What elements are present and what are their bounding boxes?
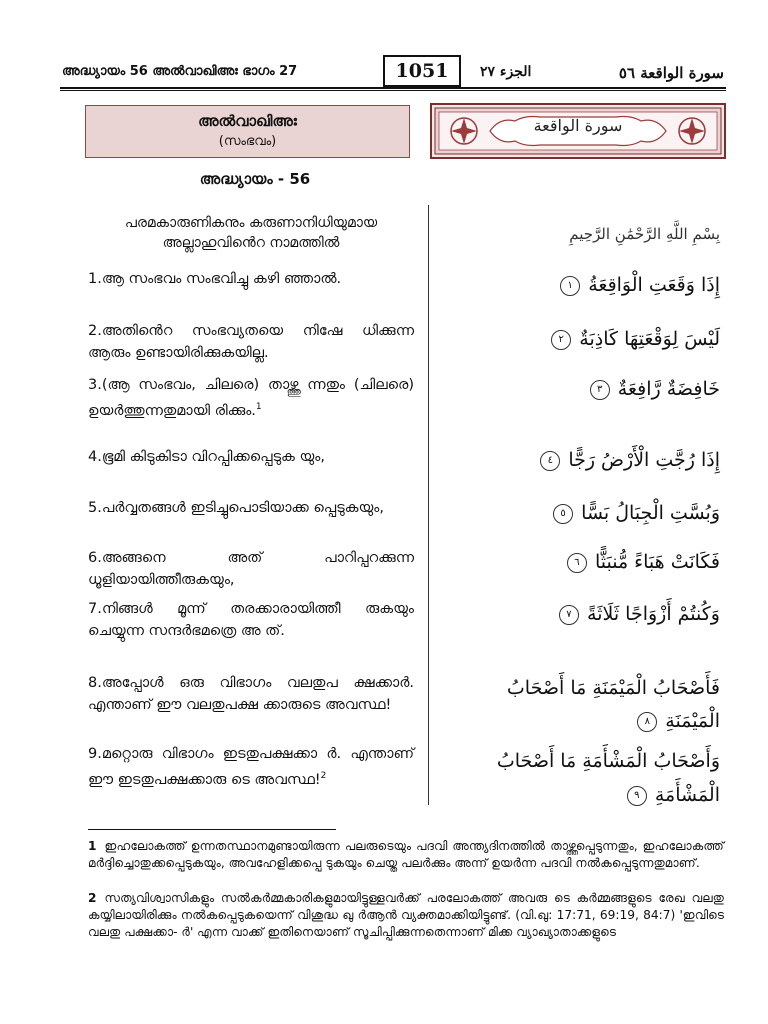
arabic-verse-8-cont (440, 710, 720, 732)
verse-6: 6.അങ്ങനെ അത് പാറിപ്പറക്കുന്ന ധൂളിയായിത്തീരുകയും, (88, 550, 414, 588)
footnote-1-text: ഇഹലോകത്ത് ഉന്നതസ്ഥാനമുണ്ടായിരുന്ന പലരുടെയും പദവി അന്ത്യദിനത്തിൽ താഴ്ത്തപ്പെടുന്നതും, ഇഹലോകത്ത് മർദ്ദിച്ചൊതുക്കപ്പെടുകയും, അവഹേളിക്കപ്പെ ടുകയും ചെയ്ത പലർക്കും അന്ന് ഉയർന്ന പദവി നൽകപ്പെടുന്നതുമാണ്. (88, 839, 724, 870)
arabic-verse-3 (440, 378, 720, 400)
ayah-number-4: ٤ (540, 451, 560, 471)
footnote-1-number: 1 (88, 839, 97, 853)
arabic-verse-9-cont (440, 784, 720, 806)
footnote-2-number: 2 (88, 891, 97, 905)
arabic-verse-5 (440, 502, 720, 524)
basmala-malayalam: പരമകാരുണികനും കരുണാനിധിയുമായ അല്ലാഹുവിൻെറ നാമത്തിൽ (124, 215, 378, 251)
arabic-verse-4 (440, 449, 720, 471)
arabic-verse-8: فَأَصْحَابُ الْمَيْمَنَةِ مَا أَصْحَابُ (506, 677, 720, 699)
arabic-verse-5-text: وَبُسَّتِ الْجِبَالُ بَسًّا (581, 502, 720, 524)
verse-2: 2.അതിൻെറ സംഭവ്യതയെ നിഷേ ധിക്കുന്ന ആരും ഉണ്ടായിരിക്കുകയില്ല. (88, 323, 414, 361)
arabic-verse-2-text: لَيْسَ لِوَقْعَتِهَا كَاذِبَةٌ (579, 328, 720, 350)
page-number: 1051 (383, 55, 461, 87)
verse-3 (88, 374, 414, 422)
verse-9 (88, 743, 414, 791)
arabic-verse-6-text: فَكَانَتْ هَبَاءً مُّنبَثًّا (594, 551, 720, 573)
arabic-verse-1-text: إِذَا وَقَعَتِ الْوَاقِعَةُ (588, 274, 720, 296)
verse-1: 1.ആ സംഭവം സംഭവിച്ചു കഴി ഞ്ഞാൽ. (88, 271, 342, 287)
arabic-verse-9-cont-text: الْمَشْأَمَةِ (654, 784, 720, 806)
column-divider (428, 205, 429, 805)
header-chapter-info: അദ്ധ്യായം 56 അൽവാഖിഅഃ ഭാഗം 27 (62, 64, 298, 79)
ayah-number-8: ٨ (637, 712, 657, 732)
ayah-number-1: ١ (560, 276, 580, 296)
sura-title-box (85, 105, 410, 158)
header-sura-arabic: سورة الواقعة ٥٦ (618, 64, 724, 82)
ayah-number-6: ٦ (567, 553, 587, 573)
verse-9-text: 9.മറ്റൊരു വിഭാഗം ഇടതുപക്ഷക്കാ ർ. എന്താണ് ഈ ഇടതുപക്ഷക്കാരു ടെ അവസ്ഥ! (88, 746, 414, 788)
footnote-ref-2[interactable]: 2 (320, 771, 327, 781)
arabic-verse-6 (440, 551, 720, 573)
verse-8: 8.അപ്പോൾ ഒരു വിഭാഗം വലതുപ ക്ഷക്കാർ. എന്താണ് ഈ വലതുപക്ഷ ക്കാരുടെ അവസ്ഥ! (88, 675, 414, 713)
ayah-number-5: ٥ (553, 504, 573, 524)
arabic-verse-3-text: خَافِضَةٌ رَّافِعَةٌ (617, 378, 720, 400)
footnote-2 (88, 890, 724, 941)
footnote-2-text: സത്യവിശ്വാസികളും സൽകർമ്മകാരികളുമായിട്ടുള്ളവർക്ക് പരലോകത്ത് അവരു ടെ കർമ്മങ്ങളുടെ രേഖ വലതു കയ്യിലായിരിക്കും നൽകപ്പെടുകയെന്ന് വിശുദ്ധ ഖു ർആൻ വ്യക്തമാക്കിയിട്ടുണ്ട്. (വി.ഖു: 17:71, 69:19, 84:7) 'ഇവിടെ വലതു പക്ഷക്കാ- ർ' എന്ന വാക്ക് ഇതിനെയാണ് സൂചിപ്പിക്കുന്നതെന്നാണ് മിക്ക വ്യാഖ്യാതാക്കളുടെ (88, 891, 724, 939)
verse-5: 5.പർവ്വതങ്ങൾ ഇടിച്ചുപൊടിയാക്ക പ്പെടുകയും, (88, 500, 384, 516)
sura-ornament-banner (430, 103, 726, 159)
verse-4: 4.ഭൂമി കിടുകിടാ വിറപ്പിക്കപ്പെടുക യും, (88, 449, 325, 465)
ayah-number-7: ٧ (559, 605, 579, 625)
chapter-heading: അദ്ധ്യായം - 56 (199, 170, 311, 188)
arabic-verse-7-text: وَكُنتُمْ أَزْوَاجًا ثَلَاثَةً (587, 603, 720, 625)
arabic-verse-9: وَأَصْحَابُ الْمَشْأَمَةِ مَا أَصْحَابُ (496, 750, 720, 772)
footnote-1 (88, 838, 724, 872)
ayah-number-9: ٩ (627, 786, 647, 806)
verse-3-text: 3.(ആ സംഭവം, ചിലരെ) താഴ്ത്തു ന്നതും (ചിലരെ) ഉയർത്തുന്നതുമായി രിക്കും. (88, 377, 414, 419)
footnote-ref-1[interactable]: 1 (255, 402, 262, 412)
sura-title: അൽവാഖിഅഃ (198, 112, 297, 130)
header-rule-thin (60, 90, 726, 91)
verse-7: 7.നിങ്ങൾ മൂന്ന് തരക്കാരായിത്തീ രുകയും ചെയ്യുന്ന സന്ദർഭമത്രെ അ ത്. (88, 601, 414, 639)
footnote-rule (88, 829, 336, 830)
arabic-verse-4-text: إِذَا رُجَّتِ الْأَرْضُ رَجًّا (568, 449, 720, 471)
arabic-verse-2 (440, 328, 720, 350)
ornament-sura-name: سورة الواقعة (533, 116, 623, 135)
sura-subtitle: (സംഭവം) (218, 134, 277, 149)
ayah-number-3: ٣ (590, 380, 610, 400)
basmala-arabic: بِسْمِ اللَّهِ الرَّحْمَٰنِ الرَّحِيمِ (569, 225, 720, 243)
arabic-verse-8-cont-text: الْمَيْمَنَةِ (665, 710, 720, 732)
arabic-verse-7 (440, 603, 720, 625)
arabic-verse-1 (440, 274, 720, 296)
header-rule (60, 87, 726, 89)
ayah-number-2: ٢ (551, 330, 571, 350)
header-juz-arabic: الجزء ٢٧ (480, 64, 532, 80)
